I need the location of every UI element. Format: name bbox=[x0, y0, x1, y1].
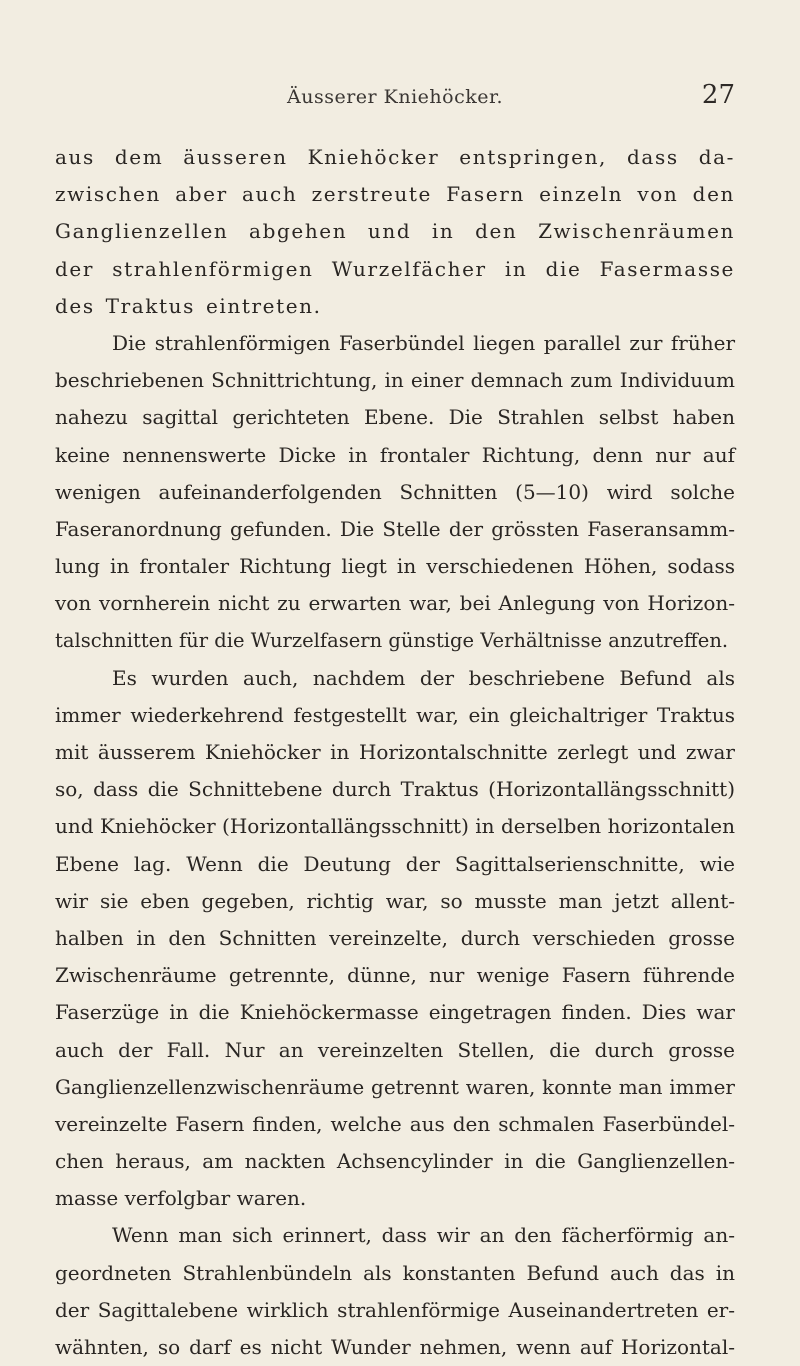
text-line: Ebene lag. Wenn die Deutung der Sagittalserienschnitte, wie bbox=[55, 851, 735, 876]
text-line: der Sagittalebene wirklich strahlenförmige Auseinandertreten er- bbox=[55, 1297, 735, 1322]
page-number: 27 bbox=[701, 80, 735, 110]
text-line: keine nennenswerte Dicke in frontaler Richtung, denn nur auf bbox=[55, 442, 735, 467]
text-line: Ganglienzellenzwischenräume getrennt waren, konnte man immer bbox=[55, 1074, 735, 1099]
text-line: Es wurden auch, nachdem der beschriebene Befund als bbox=[112, 665, 735, 690]
text-line: der strahlenförmigen Wurzelfächer in die Fasermasse bbox=[55, 256, 735, 281]
text-line: aus dem äusseren Kniehöcker entspringen, dass da- bbox=[55, 145, 735, 169]
text-line: Die strahlenförmigen Faserbündel liegen parallel zur früher bbox=[112, 330, 735, 355]
text-line: von vornherein nicht zu erwarten war, bei Anlegung von Horizon- bbox=[55, 591, 735, 616]
text-line: Faseranordnung gefunden. Die Stelle der grössten Faseransamm- bbox=[55, 516, 735, 541]
text-line: Wenn man sich erinnert, dass wir an den fächerförmig an- bbox=[112, 1223, 735, 1248]
text-line: Ganglienzellen abgehen und in den Zwischenräumen bbox=[55, 219, 735, 244]
text-line: talschnitten für die Wurzelfasern günstige Verhältnisse anzutreffen. bbox=[55, 629, 729, 653]
text-line: und Kniehöcker (Horizontallängsschnitt) in derselben horizontalen bbox=[55, 814, 735, 839]
text-line: auch der Fall. Nur an vereinzelten Stellen, die durch grosse bbox=[55, 1037, 735, 1062]
text-line: masse verfolgbar waren. bbox=[55, 1186, 307, 1211]
text-line: immer wiederkehrend festgestellt war, ein gleichaltriger Traktus bbox=[55, 702, 735, 727]
text-line: wenigen aufeinanderfolgenden Schnitten (5—10) wird solche bbox=[55, 479, 735, 504]
text-line: so, dass die Schnittebene durch Traktus (Horizontallängsschnitt) bbox=[55, 777, 735, 802]
running-head bbox=[55, 80, 735, 116]
text-line: beschriebenen Schnittrichtung, in einer demnach zum Individuum bbox=[55, 368, 735, 393]
running-title: Äusserer Kniehöcker. bbox=[286, 86, 503, 108]
text-line: nahezu sagittal gerichteten Ebene. Die Strahlen selbst haben bbox=[55, 405, 735, 430]
text-line: wir sie eben gegeben, richtig war, so musste man jetzt allent- bbox=[55, 888, 735, 913]
text-line: des Traktus eintreten. bbox=[55, 293, 322, 318]
text-line: Faserzüge in die Kniehöckermasse eingetragen finden. Dies war bbox=[55, 1000, 735, 1025]
text-line: chen heraus, am nackten Achsencylinder in die Ganglienzellen- bbox=[55, 1149, 735, 1174]
text-line: wähnten, so darf es nicht Wunder nehmen, wenn auf Horizontal- bbox=[55, 1335, 735, 1359]
body-text bbox=[55, 139, 735, 1366]
text-line: geordneten Strahlenbündeln als konstanten Befund auch das in bbox=[55, 1260, 735, 1285]
text-line: lung in frontaler Richtung liegt in verschiedenen Höhen, sodass bbox=[55, 554, 735, 579]
text-line: mit äusserem Kniehöcker in Horizontalschnitte zerlegt und zwar bbox=[55, 740, 735, 764]
text-line: vereinzelte Fasern finden, welche aus den schmalen Faserbündel- bbox=[55, 1111, 735, 1136]
text-line: Zwischenräume getrennte, dünne, nur wenige Fasern führende bbox=[55, 963, 735, 988]
text-line: halben in den Schnitten vereinzelte, durch verschieden grosse bbox=[55, 925, 735, 950]
text-line: zwischen aber auch zerstreute Fasern einzeln von den bbox=[55, 182, 735, 207]
